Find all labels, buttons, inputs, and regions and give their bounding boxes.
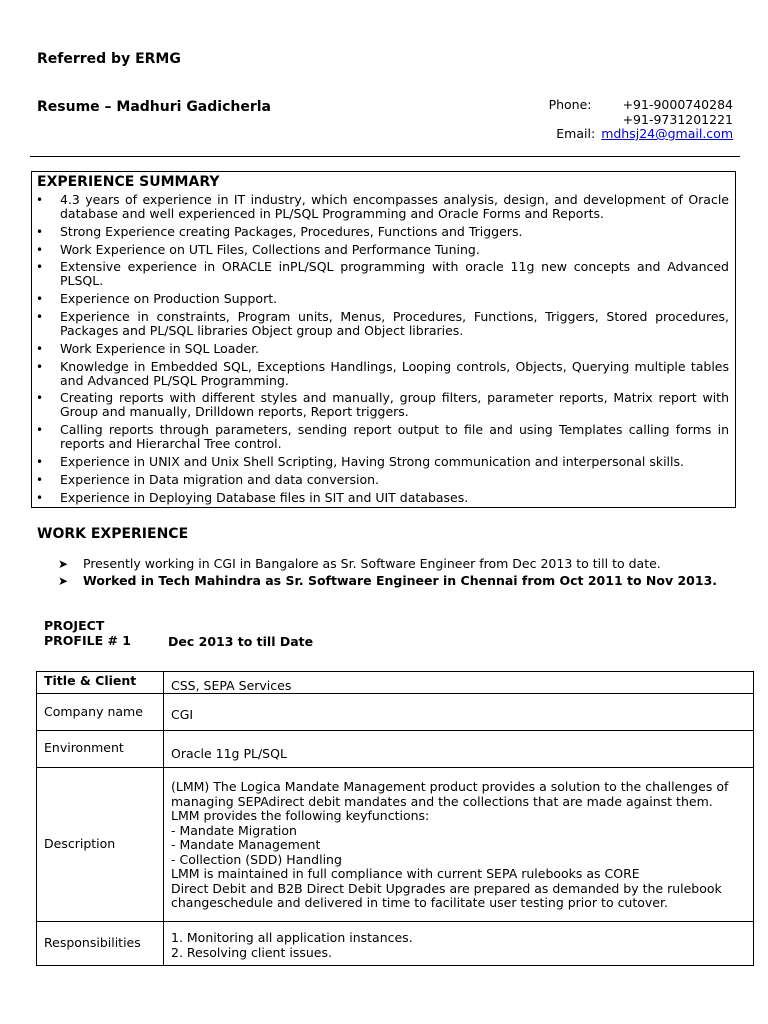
row-value-environment: Oracle 11g PL/SQL: [164, 731, 754, 768]
table-row: [37, 731, 754, 768]
description-line: - Mandate Migration: [171, 822, 297, 838]
list-item: • Calling reports through parameters, sending report output to file and using Templates calling forms in reports and Hierarchal Tree control.: [32, 423, 735, 451]
work-item-text: Presently working in CGI in Bangalore as Sr. Software Engineer from Dec 2013 to till to date.: [83, 556, 661, 571]
table-row: [37, 672, 754, 694]
description-line: Direct Debit and B2B Direct Debit Upgrades are prepared as demanded by the rulebook: [171, 880, 722, 896]
email-row: [549, 127, 733, 142]
description-line: LMM is maintained in full compliance with current SEPA rulebooks as CORE: [171, 866, 640, 881]
email-link[interactable]: mdhsj24@gmail.com: [601, 126, 733, 141]
description-line: changeschedule and delivered in time to facilitate user testing prior to cutover.: [171, 895, 668, 910]
responsibility-line: 1. Monitoring all application instances.: [171, 930, 413, 945]
contact-block: [549, 98, 733, 142]
work-item: [58, 573, 730, 589]
description-line: (LMM) The Logica Mandate Management product provides a solution to the challenges of: [171, 779, 729, 794]
email-label: Email:: [556, 126, 596, 141]
table-row: [37, 694, 754, 731]
list-item: • Experience in UNIX and Unix Shell Scripting, Having Strong communication and interpersonal skills.: [32, 455, 735, 469]
work-list: [58, 556, 730, 590]
row-key-title-client: Title & Client: [37, 672, 164, 694]
experience-summary-section: [31, 171, 736, 508]
row-value-company: CGI: [164, 694, 754, 731]
row-key-description: Description: [37, 768, 164, 922]
description-line: managing SEPAdirect debit mandates and the collections that are made against them.: [171, 793, 713, 809]
list-item: • Extensive experience in ORACLE inPL/SQL programming with oracle 11g new concepts and Advanced PLSQL.: [32, 260, 735, 288]
list-item: • Experience in Deploying Database files in SIT and UIT databases.: [32, 491, 735, 505]
row-key-company: Company name: [37, 694, 164, 731]
list-item: • Experience in constraints, Program units, Menus, Procedures, Functions, Triggers, Stored procedures, Packages and PL/SQL libraries Object group and Object libraries.: [32, 310, 735, 338]
list-item: • Experience on Production Support.: [32, 292, 735, 306]
phone-number-1: +91-9000740284: [622, 97, 733, 112]
row-key-environment: Environment: [37, 731, 164, 768]
phone-row: [549, 98, 733, 113]
project-date: Dec 2013 to till Date: [168, 634, 314, 649]
description-line: LMM provides the following keyfunctions:: [171, 808, 430, 823]
resume-title: Resume – Madhuri Gadicherla: [37, 99, 271, 115]
phone-row-2: [549, 113, 733, 128]
list-item: • Knowledge in Embedded SQL, Exceptions Handlings, Looping controls, Objects, Querying multiple tables and Advanced PL/SQL Programming.: [32, 360, 735, 388]
referral-note: Referred by ERMG: [37, 51, 181, 67]
responsibility-line: 2. Resolving client issues.: [171, 944, 332, 960]
row-value-description: [164, 768, 754, 922]
list-item: • 4.3 years of experience in IT industry, which encompasses analysis, design, and development of Oracle database and well experienced in PL/SQL Programming and Oracle Forms and Reports.: [32, 193, 735, 221]
row-value-title-client: CSS, SEPA Services: [164, 672, 754, 694]
project-label-line2: PROFILE # 1: [44, 632, 131, 648]
list-item: • Work Experience in SQL Loader.: [32, 342, 735, 356]
table-row: [37, 922, 754, 966]
project-label-line1: PROJECT: [44, 618, 105, 633]
list-item: • Strong Experience creating Packages, Procedures, Functions and Triggers.: [32, 225, 735, 239]
list-item: • Work Experience on UTL Files, Collections and Performance Tuning.: [32, 243, 735, 257]
phone-label: Phone:: [548, 97, 592, 112]
description-line: - Mandate Management: [171, 837, 321, 852]
project-profile-label: [44, 619, 131, 648]
project-table: [36, 671, 754, 966]
summary-list: [32, 193, 735, 508]
row-key-responsibilities: Responsibilities: [37, 922, 164, 966]
arrow-bullet-icon: ➤: [58, 574, 69, 588]
section-heading-work: WORK EXPERIENCE: [37, 526, 189, 542]
list-item: • Experience in Data migration and data conversion.: [32, 473, 735, 487]
list-item: • Creating reports with different styles and manually, group filters, parameter reports, Matrix report with Group and manually, Drilldown reports, Report triggers.: [32, 391, 735, 419]
arrow-bullet-icon: ➤: [58, 557, 69, 571]
table-row: [37, 768, 754, 922]
section-heading-summary: EXPERIENCE SUMMARY: [37, 174, 220, 190]
work-item-text: Worked in Tech Mahindra as Sr. Software Engineer in Chennai from Oct 2011 to Nov 2013.: [83, 573, 718, 588]
row-value-responsibilities: [164, 922, 754, 966]
description-line: - Collection (SDD) Handling: [171, 851, 342, 867]
work-item: [58, 556, 730, 572]
header-divider: [30, 156, 740, 157]
phone-number-2: +91-9731201221: [622, 111, 733, 127]
